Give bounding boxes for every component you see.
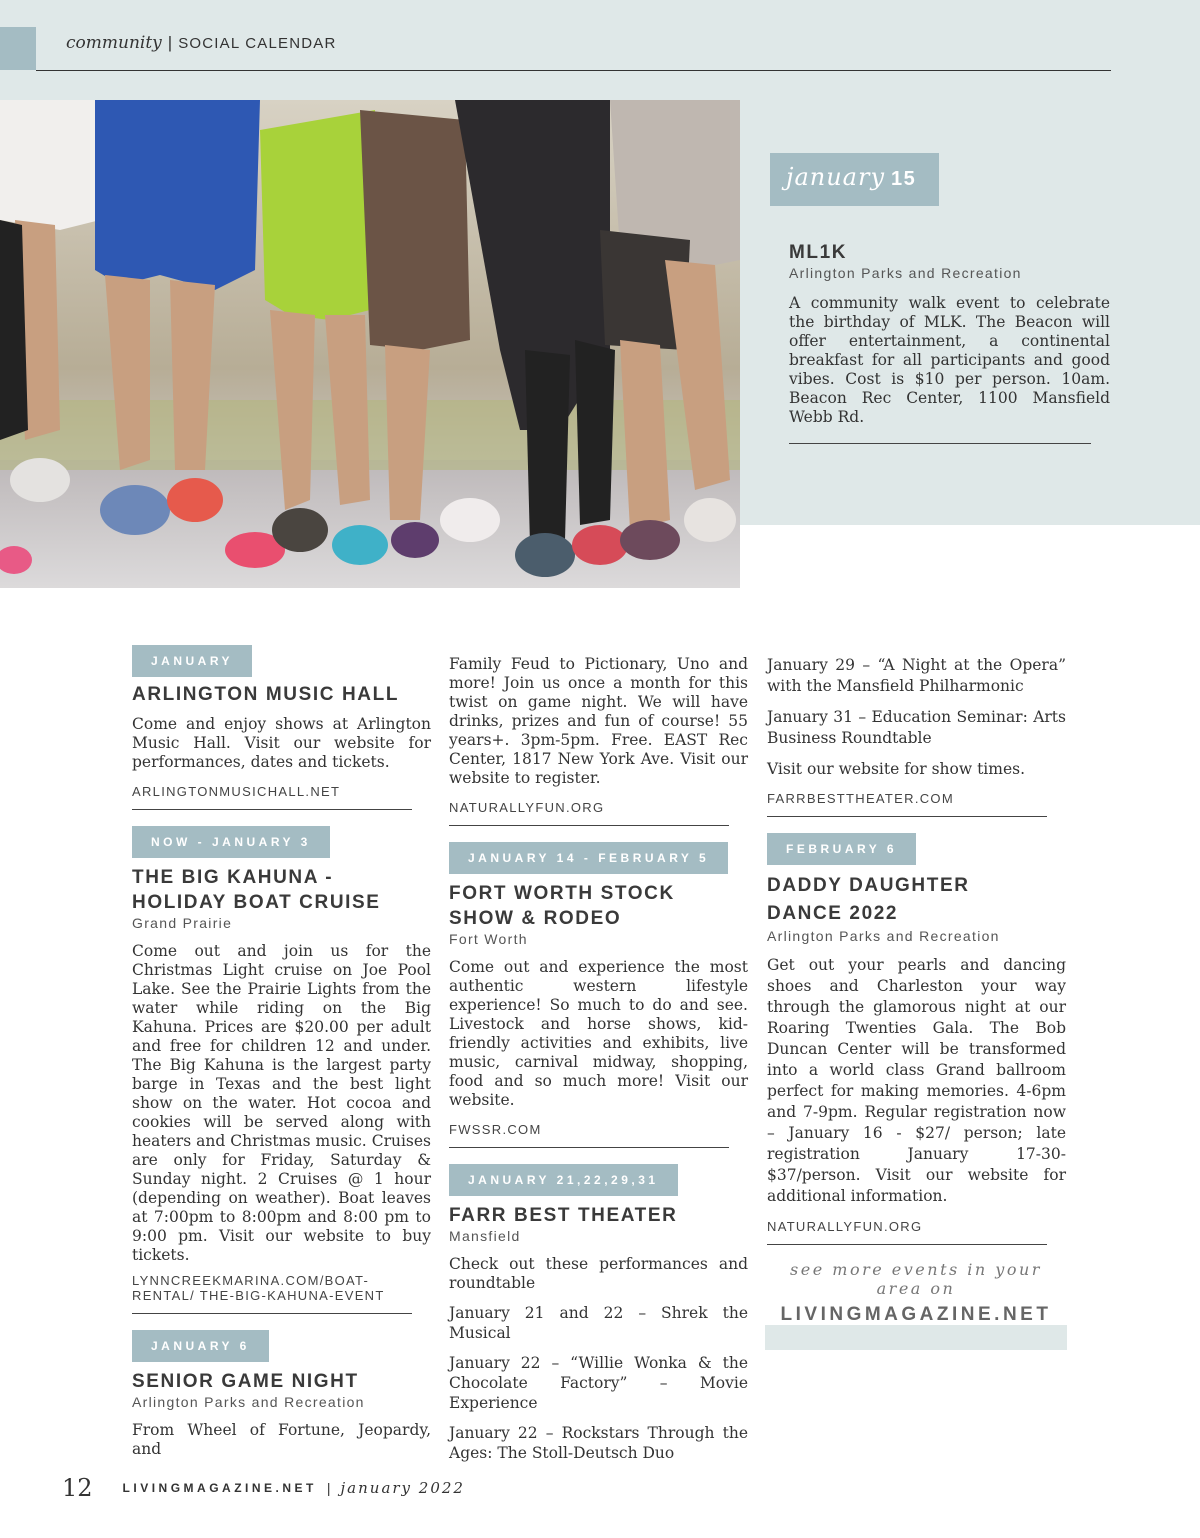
header-separator: | <box>167 33 173 52</box>
event-divider <box>789 443 1091 444</box>
event-intro: Check out these performances and roundtable <box>449 1255 748 1292</box>
calendar-column-1 <box>132 645 431 1459</box>
event-title: ML1K <box>789 242 848 263</box>
event-title: THE BIG KAHUNA - HOLIDAY BOAT CRUISE <box>132 867 381 913</box>
footer-separator: | <box>326 1480 331 1496</box>
performance-item: January 21 and 22 – Shrek the Musical <box>449 1304 748 1342</box>
event-website-link[interactable]: NATURALLYFUN.ORG <box>449 800 605 815</box>
calendar-column-3 <box>767 645 1066 1245</box>
event-date-badge: JANUARY 6 <box>132 1330 269 1362</box>
performance-item: January 22 – Rockstars Through the Ages: The Stoll-Deutsch Duo <box>449 1424 748 1462</box>
event-daddy-daughter <box>767 833 1066 1245</box>
section-header <box>66 33 337 53</box>
calendar-column-2 <box>449 645 748 1463</box>
event-music-hall <box>132 645 431 810</box>
event-title: SENIOR GAME NIGHT <box>132 1371 359 1392</box>
event-farr-best-continued <box>767 655 1066 817</box>
feature-date-day: 15 <box>891 168 917 190</box>
promo-bar <box>765 1325 1067 1350</box>
header-tab <box>0 27 36 70</box>
feature-event <box>789 240 1110 444</box>
page-footer <box>62 1474 465 1502</box>
performance-item: January 29 – “A Night at the Opera” with the Mansfield Philharmonic <box>767 656 1066 695</box>
event-divider <box>767 1244 1047 1245</box>
event-website-link[interactable]: FARRBESTTHEATER.COM <box>767 791 954 806</box>
event-description-continued: Family Feud to Pictionary, Uno and more! Join us once a month for this twist on game night. We will have drinks, prizes and fun of course! 55 years+. 3pm-5pm. Free. EAST Rec Center, 1817 New York Ave. Visit our website to register. <box>449 655 748 787</box>
runners-legs-photo <box>0 100 740 588</box>
feature-date-badge <box>770 153 939 206</box>
event-date-badge: FEBRUARY 6 <box>767 833 916 865</box>
event-date-badge: JANUARY 21,22,29,31 <box>449 1164 678 1196</box>
event-big-kahuna <box>132 826 431 1314</box>
event-website-link[interactable]: FWSSR.COM <box>449 1122 542 1137</box>
section-name: community <box>66 33 162 53</box>
event-location: Mansfield <box>449 1228 521 1244</box>
event-description: Get out your pearls and dancing shoes and Charleston your way through the glamorous night at our Roaring Twenties Gala. The Bob Duncan Center will be transformed into a world class Grand ballroom perfect for making memories. 4-6pm and 7-9pm. Regular registration now – January 16 - $27/ person; late registration January 17-30- $37/person. Visit our website for additional information. <box>767 956 1066 1205</box>
event-description: A community walk event to celebrate the birthday of MLK. The Beacon will offer entertainment, a continental breakfast for all participants and good vibes. Cost is $10 per person. 10am. Beacon Rec Center, 1100 Mansfield Webb Rd. <box>789 294 1110 426</box>
event-game-night-continued <box>449 655 748 826</box>
event-title: FARR BEST THEATER <box>449 1205 678 1226</box>
event-title: DADDY DAUGHTER DANCE 2022 <box>767 875 970 924</box>
event-title: ARLINGTON MUSIC HALL <box>132 684 400 705</box>
event-date-badge: JANUARY 14 - FEBRUARY 5 <box>449 842 728 874</box>
footer-site: LIVINGMAGAZINE.NET <box>122 1481 317 1495</box>
performance-item: January 31 – Education Seminar: Arts Business Roundtable <box>767 708 1066 747</box>
promo-tagline: see more events in your area on <box>790 1260 1042 1298</box>
event-website-link[interactable]: LYNNCREEKMARINA.COM/BOAT-RENTAL/ THE-BIG-KAHUNA-EVENT <box>132 1273 385 1303</box>
event-location: Arlington Parks and Recreation <box>132 1394 365 1410</box>
event-stock-show <box>449 842 748 1148</box>
event-date-badge: NOW - JANUARY 3 <box>132 826 330 858</box>
more-events-promo <box>767 1260 1065 1326</box>
header-rule <box>36 70 1111 71</box>
feature-date-month: january <box>786 163 886 191</box>
event-date-badge: JANUARY <box>132 645 252 677</box>
event-description: Come out and experience the most authentic western lifestyle experience! So much to do and see. Livestock and horse shows, kid-friendly activities and exhibits, live music, carnival midway, shopping, food and so much more! Visit our website. <box>449 958 748 1109</box>
event-location: Fort Worth <box>449 931 528 947</box>
event-game-night <box>132 1330 431 1459</box>
event-outro: Visit our website for show times. <box>767 760 1026 778</box>
page-number: 12 <box>62 1474 93 1502</box>
event-location: Grand Prairie <box>132 915 233 931</box>
footer-issue: january 2022 <box>340 1479 465 1497</box>
event-location: Arlington Parks and Recreation <box>767 928 1000 944</box>
event-website-link[interactable]: ARLINGTONMUSICHALL.NET <box>132 784 341 799</box>
event-location: Arlington Parks and Recreation <box>789 265 1022 281</box>
promo-website-link[interactable]: LIVINGMAGAZINE.NET <box>780 1304 1052 1325</box>
event-description: Come out and join us for the Christmas Light cruise on Joe Pool Lake. See the Prairie Lights from the water while riding on the Big Kahuna. Prices are $20.00 per adult and free for children 12 and under. The Big Kahuna is the largest party barge in Texas and the best light show on the water. Hot cocoa and cookies will be served along with heaters and Christmas music. Cruises are only for Friday, Saturday & Sunday night. 2 Cruises @ 1 hour (depending on weather). Boat leaves at 7:00pm to 8:00pm and 8:00 pm to 9:00 pm. Visit our website to buy tickets. <box>132 942 431 1264</box>
event-farr-best <box>449 1164 748 1463</box>
event-website-link[interactable]: NATURALLYFUN.ORG <box>767 1219 923 1234</box>
performance-item: January 22 – “Willie Wonka & the Chocolate Factory” – Movie Experience <box>449 1354 748 1412</box>
section-title: SOCIAL CALENDAR <box>178 35 337 52</box>
event-description: Come and enjoy shows at Arlington Music Hall. Visit our website for performances, dates and tickets. <box>132 715 431 771</box>
event-title: FORT WORTH STOCK SHOW & RODEO <box>449 883 675 929</box>
event-description-start: From Wheel of Fortune, Jeopardy, and <box>132 1421 431 1458</box>
